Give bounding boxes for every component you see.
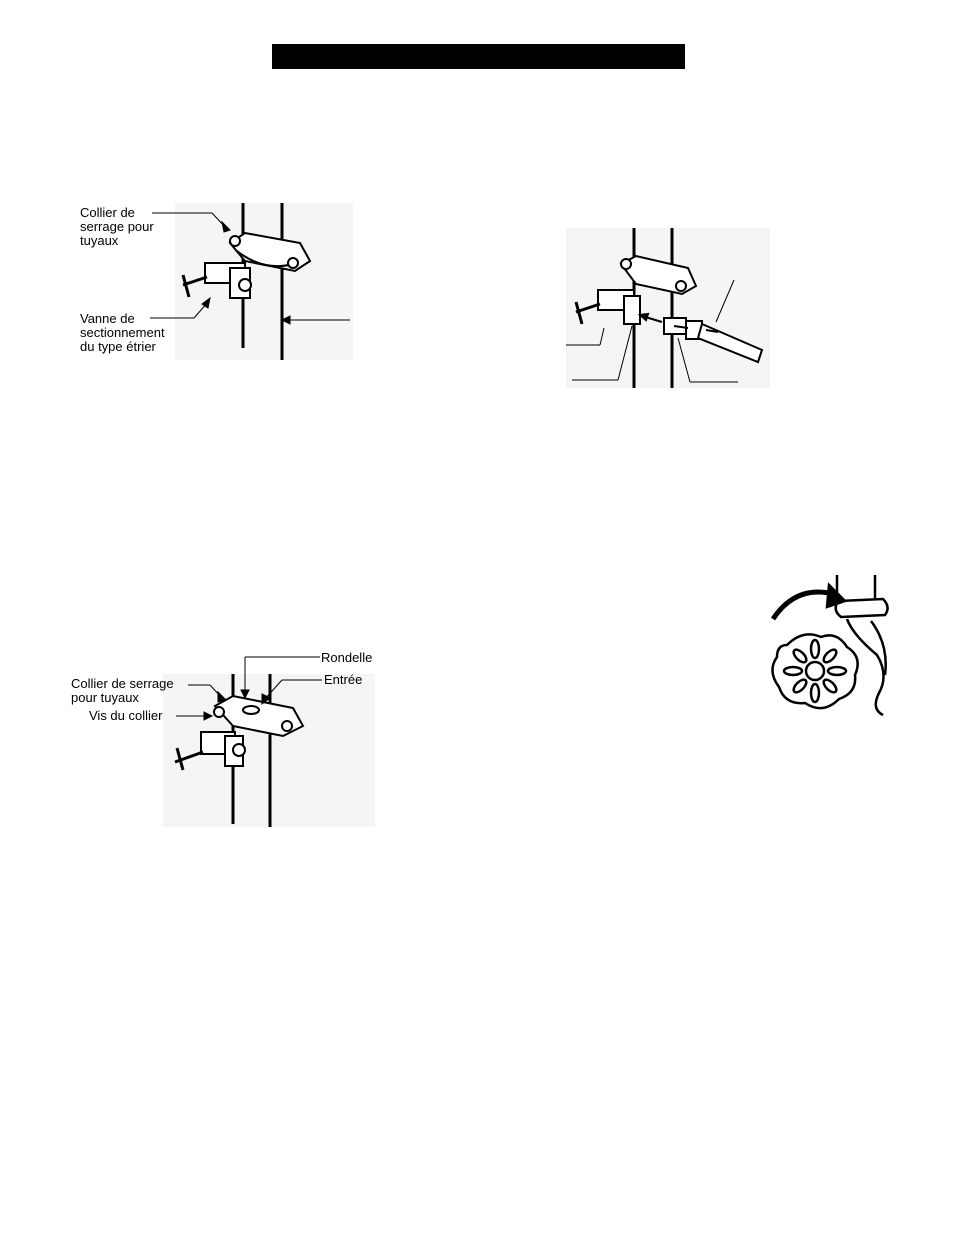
- figure-compression-fitting: [566, 228, 770, 388]
- valve-handle-illustration: [767, 575, 889, 717]
- fig3-collar-label: Collier de serrage pour tuyaux: [71, 676, 174, 705]
- compression-fitting-illustration: [566, 228, 770, 388]
- fig1-valve-label: Vanne de sectionnement du type étrier: [80, 311, 165, 354]
- fig3-inlet-label: Entrée: [324, 672, 363, 687]
- fig3-washer-label: Rondelle: [321, 650, 373, 665]
- figure-clamp-parts: [163, 674, 375, 827]
- fig1-collar-label: Collier de serrage pour tuyaux: [80, 205, 154, 248]
- figure-saddle-valve: [175, 203, 353, 360]
- saddle-valve-illustration: [175, 203, 353, 360]
- header-bar: [272, 44, 685, 69]
- fig3-screw-label: Vis du collier: [89, 708, 163, 723]
- clamp-parts-illustration: [163, 674, 375, 827]
- figure-valve-handle: [767, 575, 889, 717]
